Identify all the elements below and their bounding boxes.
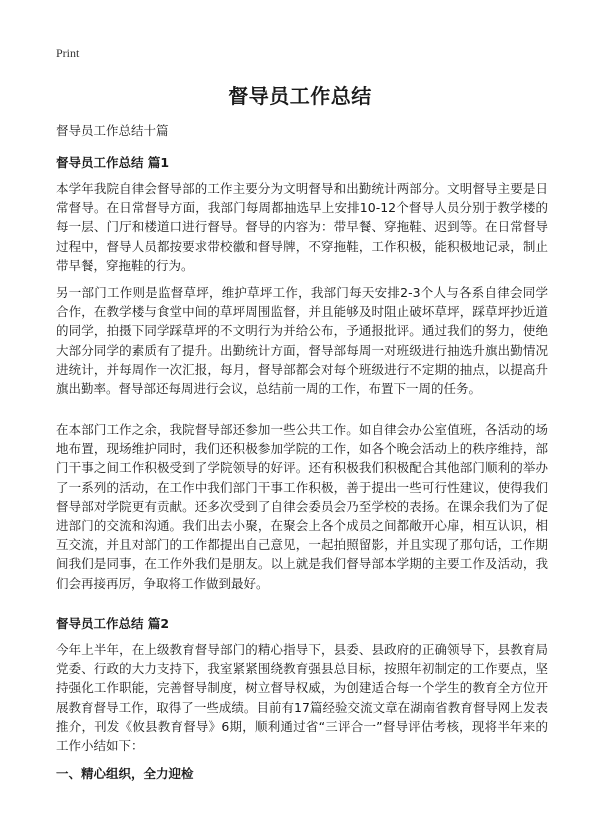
section-1-paragraph-3: 在本部门工作之余，我院督导部还参加一些公共工作。如自律会办公室值班，各活动的场地布置，现场维护同时，我们还积极参加学院的工作，如各个晚会活动上的秩序维持，部门干事之间工作积极受到了学院领导的好评。还有积极我们积极配合其他部门顺利的举办了一系列的活动，在工作中我们部门干事工作积极，善于提出一些可行性建议，使得我们督导部对学院更有贡献。还多次受到了自律会委员会乃至学校的表扬。在课余我们为了促进部门的交流和沟通。我们出去小聚，在聚会上各个成员之间都敞开心扉，相互认识，相互交流，并且对部门的工作都提出自己意见，一起拍照留影，并且实现了那句话，工作期间我们是同事，在工作外我们是朋友。以上就是我们督导部本学期的主要工作及活动，我们会再接再厉，争取将工作做到最好。 [56,422,548,591]
section-heading-2: 督导员工作总结 篇2 [56,616,170,631]
subsection-heading: 一、精心组织，全力迎检 [56,766,194,781]
section-2-paragraph-1: 今年上半年，在上级教育督导部门的精心指导下，县委、县政府的正确领导下，县教育局党委、行政的大力支持下，我室紧紧围绕教育强县总目标，按照年初制定的工作要点，坚持强化工作职能，完善督导制度，树立督导权威，为创建适合每一个学生的教育全方位开展教育督导工作，取得了一些成绩。目前有17篇经验交流文章在湖南省教育督导网上发表推介，刊发《攸县教育督导》6期，顺利通过省“三评合一”督导评估考核，现将半年来的工作小结如下： [56,642,548,754]
print-link[interactable]: Print [56,46,80,60]
section-1-paragraph-2: 另一部门工作则是监督草坪，维护草坪工作，我部门每天安排2-3个人与各系自律会同学合作，在教学楼与食堂中间的草坪周围监督，并且能够及时阻止破坏草坪，踩草坪抄近道的同学，拍摄下同学踩草坪的不文明行为并给公布，予通报批评。通过我们的努力，使绝大部分同学的素质有了提升。出勤统计方面，督导部每周一对班级进行抽选升旗出勤情况进统计，并每周作一次汇报，每月，督导部都会对每个班级进行不定期的抽点，以提高升旗出勤率。督导部还每周进行会议，总结前一周的工作，布置下一周的任务。 [56,285,548,397]
section-1-paragraph-1: 本学年我院自律会督导部的工作主要分为文明督导和出勤统计两部分。文明督导主要是日常督导。在日常督导方面，我部门每周都抽选早上安排10-12个督导人员分别于教学楼的每一层、门厅和楼道口进行督导。督导的内容为：带早餐、穿拖鞋、迟到等。在日常督导过程中，督导人员都按要求带校徽和督导牌，不穿拖鞋，工作积极，能积极地记录，制止带早餐，穿拖鞋的行为。 [56,181,548,273]
section-heading-1: 督导员工作总结 篇1 [56,155,170,170]
document-subtitle: 督导员工作总结十篇 [56,123,169,138]
page-title: 督导员工作总结 [228,84,372,108]
